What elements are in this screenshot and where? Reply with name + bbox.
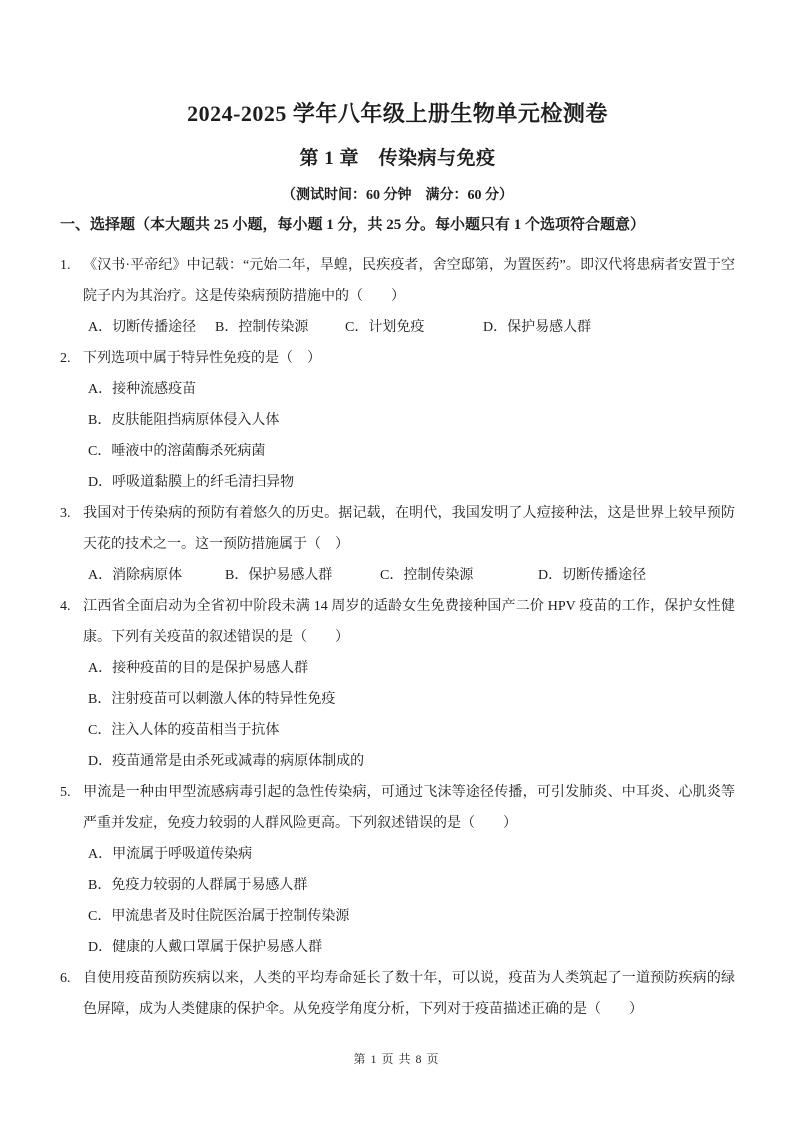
question-6 xyxy=(60,963,735,1025)
question-3-number: 3. xyxy=(60,506,71,521)
question-3-option-d: D．切断传播途径 xyxy=(538,568,647,583)
test-info: （测试时间：60 分钟 满分：60 分） xyxy=(282,188,513,203)
question-2-option-a: A．接种流感疫苗 xyxy=(88,382,197,397)
question-6-number: 6. xyxy=(60,971,71,986)
question-4-option-a: A．接种疫苗的目的是保护易感人群 xyxy=(88,661,309,676)
question-3-option-b: B．保护易感人群 xyxy=(225,568,333,583)
question-1-option-a: A．切断传播途径 xyxy=(88,320,197,335)
chapter-title: 第 1 章 传染病与免疫 xyxy=(299,148,496,169)
question-6-stem xyxy=(60,963,735,1025)
question-5-option-b: B．免疫力较弱的人群属于易感人群 xyxy=(88,878,308,893)
question-1 xyxy=(60,250,735,343)
question-2-option-d: D．呼吸道黏膜上的纤毛清扫异物 xyxy=(88,475,295,490)
question-3 xyxy=(60,498,735,591)
question-1-option-b: B．控制传染源 xyxy=(215,320,309,335)
question-3-options xyxy=(60,560,735,591)
question-1-options xyxy=(60,312,735,343)
question-6-text: 自使用疫苗预防疾病以来，人类的平均寿命延长了数十年，可以说，疫苗为人类筑起了一道预防疾病的绿色屏障，成为人类健康的保护伞。从免疫学角度分析，下列对于疫苗描述正确的是（ ） xyxy=(83,971,735,1017)
question-2-text: 下列选项中属于特异性免疫的是（ ） xyxy=(83,351,321,366)
question-5-text: 甲流是一种由甲型流感病毒引起的急性传染病，可通过飞沫等途径传播，可引发肺炎、中耳炎、心肌炎等严重并发症，免疫力较弱的人群风险更高。下列叙述错误的是（ ） xyxy=(83,785,735,831)
question-2-option-b: B．皮肤能阻挡病原体侵入人体 xyxy=(88,413,280,428)
question-3-option-a: A．消除病原体 xyxy=(88,568,183,583)
question-2-option-c: C．唾液中的溶菌酶杀死病菌 xyxy=(88,444,266,459)
question-2-number: 2. xyxy=(60,351,71,366)
question-4-option-b: B．注射疫苗可以刺激人体的特异性免疫 xyxy=(88,692,336,707)
question-4 xyxy=(60,591,735,777)
question-2 xyxy=(60,343,735,498)
question-3-text: 我国对于传染病的预防有着悠久的历史。据记载，在明代，我国发明了人痘接种法，这是世界上较早预防天花的技术之一。这一预防措施属于（ ） xyxy=(83,506,735,552)
question-3-option-c: C．控制传染源 xyxy=(380,568,474,583)
page-title: 2024-2025 学年八年级上册生物单元检测卷 xyxy=(187,101,608,126)
question-1-stem xyxy=(60,250,735,312)
question-4-number: 4. xyxy=(60,599,71,614)
question-1-text: 《汉书·平帝纪》中记载：“元始二年，旱蝗，民疾疫者，舍空邸第，为置医药”。即汉代将患病者安置于空院子内为其治疗。这是传染病预防措施中的（ ） xyxy=(83,258,735,304)
question-4-option-d: D．疫苗通常是由杀死或减毒的病原体制成的 xyxy=(88,754,365,769)
question-4-stem xyxy=(60,591,735,653)
question-3-stem xyxy=(60,498,735,560)
question-1-option-d: D．保护易感人群 xyxy=(483,320,592,335)
question-4-text: 江西省全面启动为全省初中阶段未满 14 周岁的适龄女生免费接种国产二价 HPV 疫苗的工作，保护女性健康。下列有关疫苗的叙述错误的是（ ） xyxy=(83,599,735,645)
question-4-option-c: C．注入人体的疫苗相当于抗体 xyxy=(88,723,280,738)
question-1-number: 1. xyxy=(60,258,71,273)
question-5 xyxy=(60,777,735,963)
question-5-option-c: C．甲流患者及时住院医治属于控制传染源 xyxy=(88,909,350,924)
question-5-number: 5. xyxy=(60,785,71,800)
question-5-option-d: D．健康的人戴口罩属于保护易感人群 xyxy=(88,940,323,955)
question-5-stem xyxy=(60,777,735,839)
section-heading: 一、选择题（本大题共 25 小题，每小题 1 分，共 25 分。每小题只有 1 个选项符合题意） xyxy=(60,217,646,233)
page-number: 第 1 页 共 8 页 xyxy=(353,1052,440,1066)
question-2-stem xyxy=(60,343,735,374)
question-1-option-c: C．计划免疫 xyxy=(345,320,425,335)
question-5-option-a: A．甲流属于呼吸道传染病 xyxy=(88,847,253,862)
